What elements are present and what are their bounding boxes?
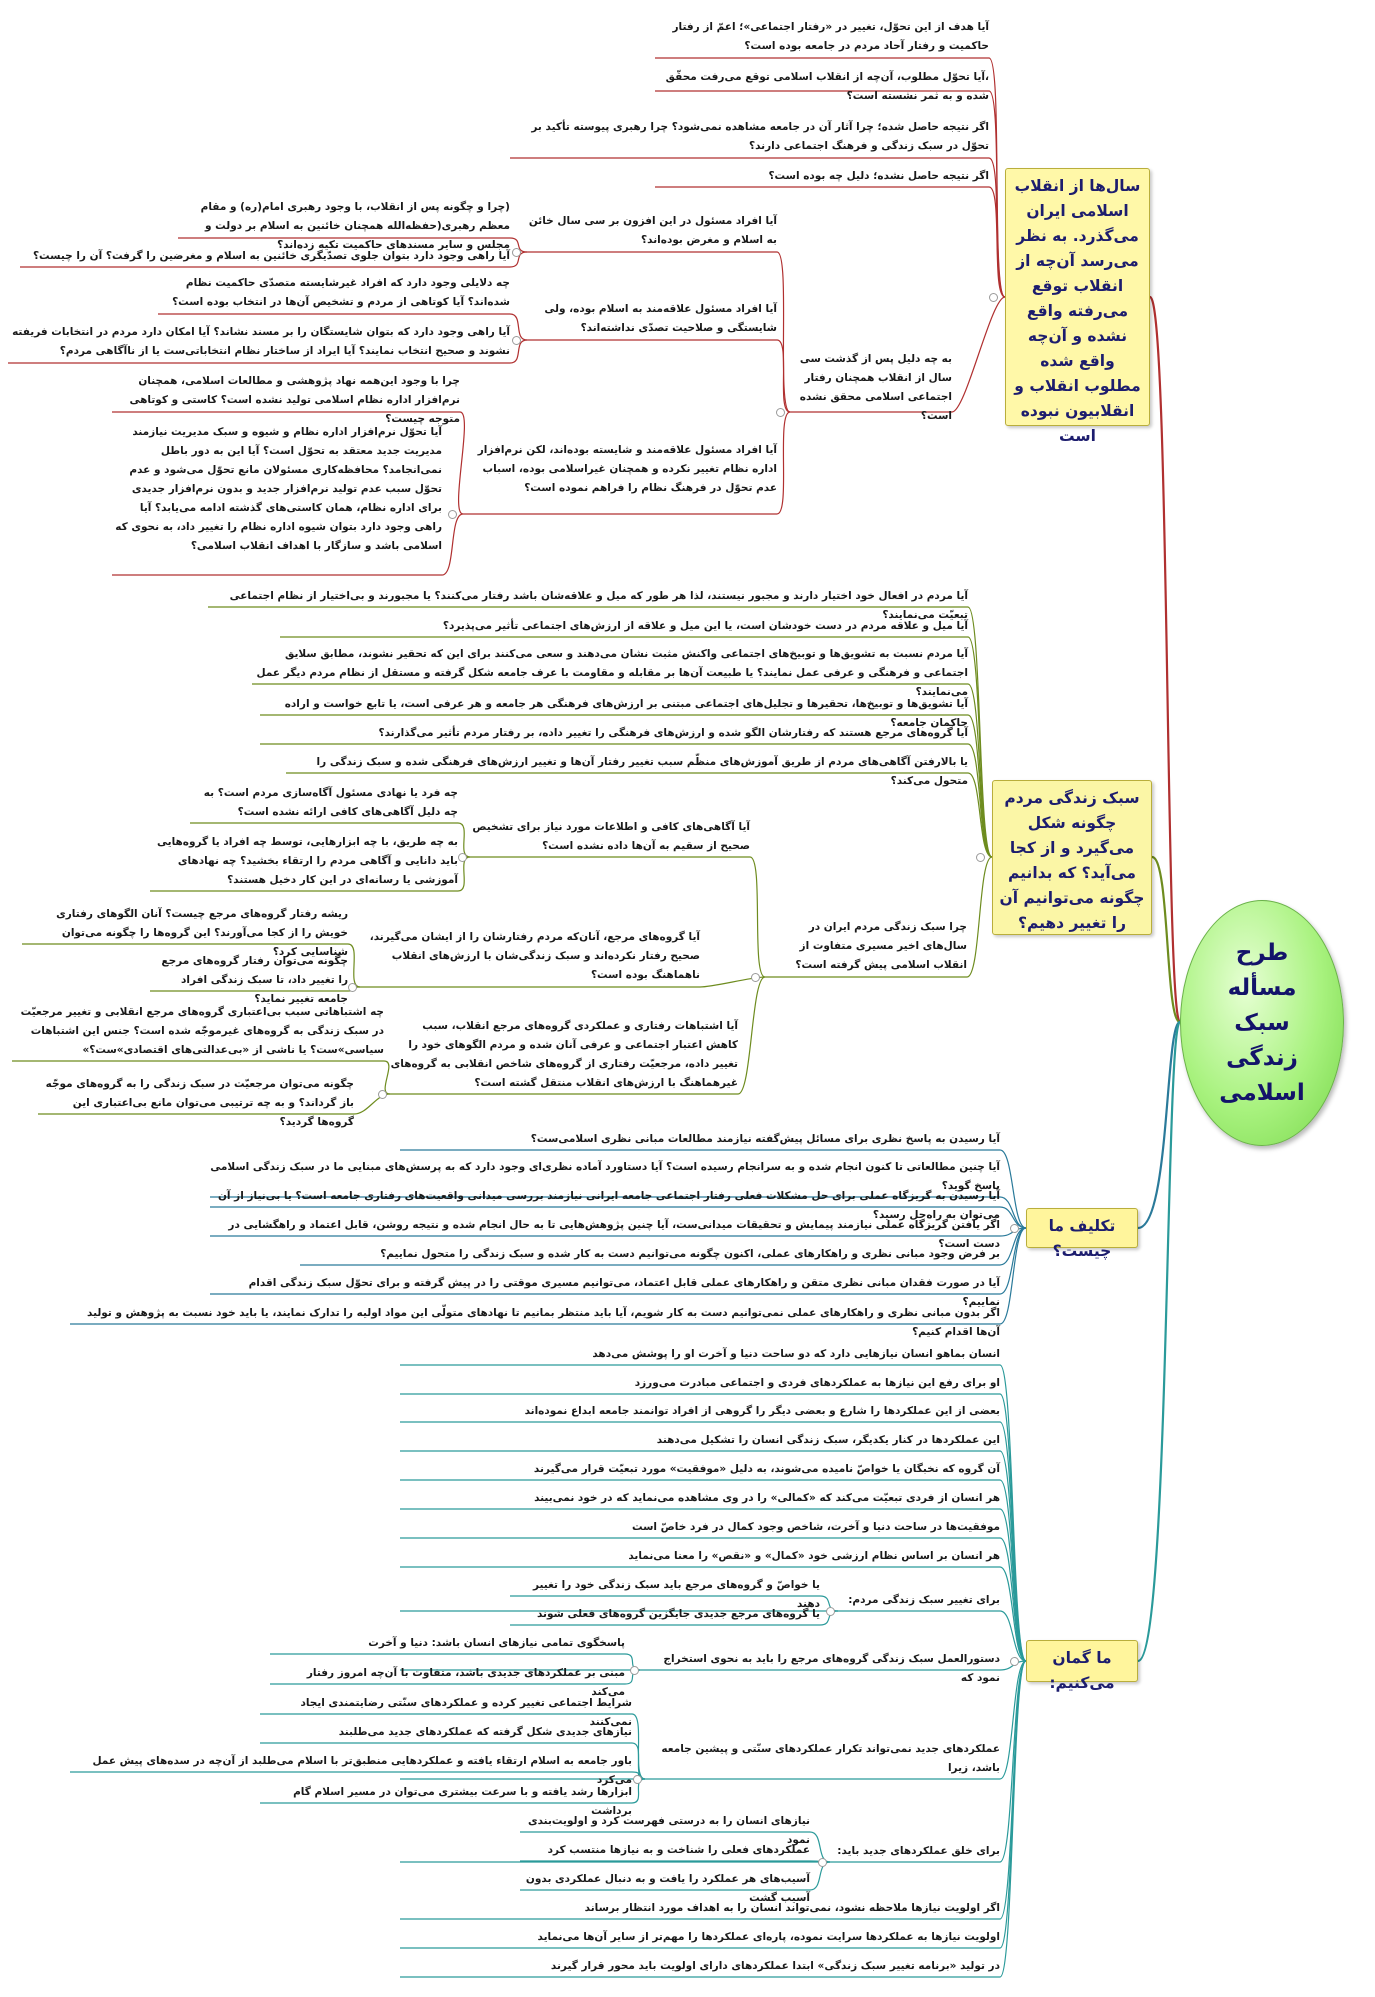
b4-decree-item[interactable]: مبنی بر عملکردهای جدیدی باشد، متفاوت با آن‌چه امروز رفتار می‌کند xyxy=(306,1667,625,1698)
b1-question-achieved[interactable]: ،آیا تحوّل مطلوب، آن‌چه از انقلاب اسلامی توقع می‌رفت محقّق شده و به ثمر نشسته است؟ xyxy=(665,71,989,102)
b2-cause-awareness[interactable]: آیا آگاهی‌های کافی و اطلاعات مورد نیاز برای تشخیص صحیح از سقیم به آن‌ها داده نشده است؟ xyxy=(472,821,750,852)
collapse-toggle-icon[interactable] xyxy=(989,293,998,302)
b1-cause-unqualified[interactable]: آیا افراد مسئول علاقه‌مند به اسلام بوده، ولی شایستگی و صلاحیت تصدّی نداشته‌اند؟ xyxy=(544,303,777,334)
b1-question-why-thirty-years[interactable]: به چه دلیل پس از گذشت سی سال از انقلاب همچنان رفتار اجتماعی اسلامی محقق نشده است؟ xyxy=(799,353,952,422)
b2-question-reference-groups[interactable]: آیا گروه‌های مرجع هستند که رفتارشان الگو شده و ارزش‌های فرهنگی را تغییر داده، بر رفتار مردم تأثیر می‌گذارند؟ xyxy=(378,727,968,739)
b2-question-values[interactable]: آیا تشویق‌ها و توبیخ‌ها، تحقیرها و تجلیل‌های اجتماعی مبتنی بر ارزش‌های فرهنگی هر جامعه و هر عرفی است، یا تابع خواست و اراده حاکمان جامعه؟ xyxy=(284,698,968,729)
collapse-toggle-icon[interactable] xyxy=(348,983,357,992)
b4-item[interactable]: موفقیت‌ها در ساحت دنیا و آخرت، شاخص وجود کمال در فرد خاصّ است xyxy=(631,1521,1000,1533)
branch-we-believe-label: ما گمان می‌کنیم: xyxy=(1049,1649,1115,1692)
b4-new-item[interactable]: ابزارها رشد یافته و با سرعت بیشتری می‌توان در مسیر اسلام گام برداشت xyxy=(293,1786,632,1817)
b1-cause-unqualified-remedy[interactable]: آیا راهی وجود دارد که بتوان شایستگان را بر مسند نشاند؟ آیا امکان دارد مردم در انتخابات فریفته نشوند و صحیح انتخاب نمایند؟ آیا ایراد از ساختار نظام انتخاباتی‌ست یا از ناآگاهی مردم؟ xyxy=(12,326,510,357)
b4-decree-label[interactable]: دستورالعمل سبک زندگی گروه‌های مرجع را باید به نحوی استخراج نمود که xyxy=(663,1653,1000,1684)
b2-cause-reference-mistakes[interactable]: آیا اشتباهات رفتاری و عملکردی گروه‌های مرجع انقلاب، سبب کاهش اعتبار اجتماعی و عرفی آنان شده و مردم الگوهای خود را تغییر داده، مرجعیّت رفتاری از گروه‌های شاخص انقلابی به گروه‌های غیرهماهنگ با ارزش‌های انقلاب منتقل گشته است؟ xyxy=(390,1020,738,1089)
branch-revolution-expectations-label: سال‌ها از انقلاب اسلامی ایران می‌گذرد. به نظر می‌رسد آن‌چه از انقلاب توقع می‌رفته واقع نشده و آن‌چه واقع شده مطلوب انقلاب و انقلابیون نبوده است xyxy=(1014,177,1141,445)
collapse-toggle-icon[interactable] xyxy=(826,1607,835,1616)
collapse-toggle-icon[interactable] xyxy=(1010,1224,1019,1233)
b3-item[interactable]: بر فرض وجود مبانی نظری و راهکارهای عملی، اکنون چگونه می‌توانیم دست به کار شده و سبک زندگی را متحول نماییم؟ xyxy=(380,1248,1000,1260)
collapse-toggle-icon[interactable] xyxy=(448,510,457,519)
branch-lifestyle-formation[interactable] xyxy=(992,780,1152,935)
b4-create-item[interactable]: نیازهای انسان را به درستی فهرست کرد و اولویت‌بندی نمود xyxy=(527,1815,810,1846)
b2-cause-reference-restore[interactable]: چگونه می‌توان مرجعیّت در سبک زندگی را به گروه‌های موجّه باز گرداند؟ و به چه ترتیبی می‌توان مانع بی‌اعتباری این گروه‌ها گردید؟ xyxy=(45,1078,354,1128)
b3-item[interactable]: آیا رسیدن به پاسخ نظری برای مسائل پیش‌گفته نیازمند مطالعات مبانی نظری اسلامی‌ست؟ xyxy=(530,1133,1000,1145)
b2-cause-awareness-how[interactable]: به چه طریق، با چه ابزارهایی، توسط چه افراد یا گروه‌هایی باید دانایی و آگاهی مردم را ارتقاء بخشید؟ چه نهادهای آموزشی یا رسانه‌ای در این کار دخیل هستند؟ xyxy=(157,836,458,886)
b2-question-awareness[interactable]: یا بالارفتن آگاهی‌های مردم از طریق آموزش‌های منظّم سبب تغییر رفتار آن‌ها و تغییر ارزش‌های فرهنگی شده و سبک زندگی را متحول می‌کند؟ xyxy=(316,756,968,787)
b2-cause-reference-mistakes-kind[interactable]: چه اشتباهاتی سبب بی‌اعتباری گروه‌های مرجع انقلابی و تغییر مرجعیّت در سبک زندگی به گروه‌های غیرموجّه شده است؟ جنس این اشتباهات سیاسی»ست؟ یا ناشی از «بی‌عدالتی‌های اقتصادی»ست؟» xyxy=(20,1006,384,1056)
b1-question-goal[interactable]: آیا هدف از این تحوّل، تغییر در «رفتار اجتماعی»؛ اعمّ از رفتار حاکمیت و رفتار آحاد مردم در جامعه بوده است؟ xyxy=(672,21,989,52)
b2-question-why-divergent[interactable]: چرا سبک زندگی مردم ایران در سال‌های اخیر مسیری متفاوت از انقلاب اسلامی پیش گرفته است؟ xyxy=(795,921,967,971)
branch-our-duty-label: تکلیف ما چیست؟ xyxy=(1048,1217,1116,1260)
b2-question-rewards[interactable]: آیا مردم نسبت به تشویق‌ها و توبیخ‌های اجتماعی واکنش مثبت نشان می‌دهند و سعی می‌کنند برای این که تحقیر نشوند، مطابق سلایق اجتماعی و فرهنگی و عرفی عمل نمایند؟ یا طبیعت آن‌ها بر مقابله و مقاومت با عرف جامعه شکل گرفته و مستقل از نظام مردم دیگر عمل می‌نمایند؟ xyxy=(256,648,968,698)
collapse-toggle-icon[interactable] xyxy=(776,408,785,417)
b1-question-if-not[interactable]: اگر نتیجه حاصل نشده؛ دلیل چه بوده است؟ xyxy=(768,170,989,182)
collapse-toggle-icon[interactable] xyxy=(378,1090,387,1099)
b1-cause-traitors-remedy[interactable]: آیا راهی وجود دارد بتوان جلوی تصدّیگری خائنین به اسلام و مغرضین را گرفت؟ آن را چیست؟ xyxy=(32,250,510,262)
b2-cause-reference-behavior[interactable]: آیا گروه‌های مرجع، آنان‌که مردم رفتارشان را از ایشان می‌گیرند، صحیح رفتار نکرده‌اند و سبک زندگی‌شان با ارزش‌های انقلاب ناهماهنگ بوده است؟ xyxy=(369,931,700,981)
b3-item[interactable]: آیا چنین مطالعاتی تا کنون انجام شده و به سرانجام رسیده است؟ آیا دستاورد آماده نظری‌ای وجود دارد که به پرسش‌های مبنایی ما در سبک زندگی اسلامی پاسخ گوید؟ xyxy=(210,1161,1000,1192)
collapse-toggle-icon[interactable] xyxy=(633,1775,642,1784)
b4-new-item[interactable]: نیازهای جدیدی شکل گرفته که عملکردهای جدید می‌طلبند xyxy=(338,1726,632,1738)
b1-cause-software[interactable]: آیا افراد مسئول علاقه‌مند و شایسته بوده‌اند، لکن نرم‌افزار اداره نظام تغییر نکرده و همچنان غیراسلامی بوده، اسباب عدم تحوّل در فرهنگ نظام را فراهم نموده است؟ xyxy=(477,444,777,494)
branch-lifestyle-formation-label: سبک زندگی مردم چگونه شکل می‌گیرد و از کجا می‌آید؟ که بدانیم چگونه می‌توانیم آن را تغییر دهیم؟ xyxy=(999,789,1145,932)
b4-change-item[interactable]: یا خواصّ و گروه‌های مرجع باید سبک زندگی خود را تغییر دهند xyxy=(532,1579,820,1610)
b4-tail-item[interactable]: اولویت نیازها به عملکردها سرایت نموده، پاره‌ای عملکردها را مهم‌تر از سایر آن‌ها می‌نماید xyxy=(537,1931,1000,1943)
branch-revolution-expectations[interactable] xyxy=(1005,168,1150,445)
b2-cause-reference-root[interactable]: ریشه رفتار گروه‌های مرجع چیست؟ آنان الگوهای رفتاری خویش را از کجا می‌آورند؟ این گروه‌ها را چگونه می‌توان شناسایی کرد؟ xyxy=(56,908,348,958)
connector-line xyxy=(527,340,790,412)
b4-change-item[interactable]: یا گروه‌های مرجع جدیدی جایگزین گروه‌های فعلی شوند xyxy=(536,1608,820,1620)
b2-cause-reference-change[interactable]: چگونه می‌توان رفتار گروه‌های مرجع را تغییر داد، تا سبک زندگی افراد جامعه تغییر نماید؟ xyxy=(161,955,348,1005)
b1-cause-software-why[interactable]: چرا با وجود این‌همه نهاد پژوهشی و مطالعات اسلامی، همچنان نرم‌افزار اداره نظام اسلامی تولید نشده است؟ کاستی و کوتاهی متوجه چیست؟ xyxy=(129,375,460,425)
branch-we-believe[interactable] xyxy=(1026,1640,1138,1692)
b2-cause-awareness-who[interactable]: چه فرد یا نهادی مسئول آگاه‌سازی مردم است؟ به چه دلیل آگاهی‌های کافی ارائه نشده است؟ xyxy=(203,787,458,818)
b4-create-item[interactable]: آسیب‌های هر عملکرد را یافت و به دنبال عملکردی بدون آسیب گشت xyxy=(525,1873,810,1904)
b4-new-item[interactable]: شرایط اجتماعی تغییر کرده و عملکردهای سنّتی رضایتمندی ایجاد نمی‌کنند xyxy=(300,1697,632,1728)
b4-item[interactable]: بعضی از این عملکردها را شارع و بعضی دیگر را گروهی از افراد توانمند جامعه ابداع نموده‌اند xyxy=(524,1405,1000,1417)
b4-item[interactable]: هر انسان بر اساس نظام ارزشی خود «کمال» و «نقص» را معنا می‌نماید xyxy=(628,1550,1000,1562)
b4-tail-item[interactable]: اگر اولویت نیازها ملاحظه نشود، نمی‌تواند انسان را به اهداف مورد انتظار برساند xyxy=(584,1902,1000,1914)
b3-item[interactable]: اگر یافتن گریزگاه عملی نیازمند پیمایش و تحقیقات میدانی‌ست، آیا چنین پژوهش‌هایی تا به حال انجام شده و نتیجه روشن، قابل اعتماد و راهگشایی در دست است؟ xyxy=(228,1219,1000,1250)
collapse-toggle-icon[interactable] xyxy=(818,1858,827,1867)
b4-item[interactable]: آن گروه که نخبگان یا خواصّ نامیده می‌شوند، به دلیل «موفقیت» مورد تبعیّت قرار می‌گیرند xyxy=(533,1463,1000,1475)
b4-create-label[interactable]: برای خلق عملکردهای جدید باید: xyxy=(837,1845,1000,1857)
collapse-toggle-icon[interactable] xyxy=(458,853,467,862)
b1-cause-software-cycle[interactable]: آیا تحوّل نرم‌افزار اداره نظام و شیوه و سبک مدیریت نیازمند مدیریت جدید معتقد به تحوّل است؟ آیا این به دور باطل نمی‌انجامد؟ محافظه‌کاری مسئولان مانع تحوّل می‌شود و عدم تحوّل سبب عدم تولید نرم‌افزار جدید و بدون نرم‌افزار جدیدی برای اداره نظام، همان کاستی‌های گذشته ادامه می‌یابد؟ آیا راهی وجود دارد بتوان شیوه اداره نظام را تغییر داد، به نحوی که اسلامی باشد و سازگار با اهداف انقلاب اسلامی؟ xyxy=(115,426,442,552)
connector-line xyxy=(1138,1022,1180,1228)
collapse-toggle-icon[interactable] xyxy=(512,336,521,345)
b3-item[interactable]: آیا رسیدن به گریزگاه عملی برای حل مشکلات فعلی رفتار اجتماعی جامعه ایرانی نیازمند بررسی میدانی واقعیت‌های رفتاری جامعه است؟ یا بی‌نیاز از آن می‌توان به راه‌حل رسید؟ xyxy=(217,1190,1000,1221)
b4-new-label[interactable]: عملکردهای جدید نمی‌تواند تکرار عملکردهای سنّتی و پیشین جامعه باشد، زیرا xyxy=(661,1743,1000,1774)
collapse-toggle-icon[interactable] xyxy=(976,853,985,862)
b4-tail-item[interactable]: در تولید «برنامه تغییر سبک زندگی» ابتدا عملکردهای دارای اولویت باید محور قرار گیرند xyxy=(550,1960,1000,1972)
collapse-toggle-icon[interactable] xyxy=(1010,1657,1019,1666)
collapse-toggle-icon[interactable] xyxy=(751,973,760,982)
b1-cause-traitors[interactable]: آیا افراد مسئول در این افزون بر سی سال خائن به اسلام و مغرض بوده‌اند؟ xyxy=(528,215,777,246)
central-topic-label: طرح مسأله سبک زندگی اسلامی xyxy=(1219,939,1305,1106)
b4-item[interactable]: انسان بماهو انسان نیازهایی دارد که دو ساحت دنیا و آخرت او را پوشش می‌دهد xyxy=(592,1348,1000,1360)
connector-line xyxy=(1138,1022,1180,1661)
collapse-toggle-icon[interactable] xyxy=(512,248,521,257)
b4-item[interactable]: او برای رفع این نیازها به عملکردهای فردی و اجتماعی مبادرت می‌ورزد xyxy=(634,1377,1000,1389)
central-topic[interactable] xyxy=(1180,900,1344,1146)
b2-question-free-will[interactable]: آیا مردم در افعال خود اختیار دارند و مجبور نیستند، لذا هر طور که میل و علاقه‌شان باشد رفتار می‌کنند؟ یا مجبورند و بی‌اختیار از نظام اجتماعی تبعیّت می‌نمایند؟ xyxy=(229,590,968,621)
b4-item[interactable]: هر انسان از فردی تبعیّت می‌کند که «کمالی» را در وی مشاهده می‌نماید که در خود نمی‌بیند xyxy=(534,1492,1000,1504)
b4-create-item[interactable]: عملکردهای فعلی را شناخت و به نیازها منتسب کرد xyxy=(547,1844,810,1856)
b1-cause-traitors-why[interactable]: (چرا و چگونه پس از انقلاب، با وجود رهبری امام(ره) و مقام معظم رهبری(حفظه‌الله همچنان خائنین به اسلام بر دولت و مجلس و سایر مسندهای حاکمیت تکیه زده‌اند؟ xyxy=(200,201,510,251)
b4-item[interactable]: این عملکردها در کنار یکدیگر، سبک زندگی انسان را تشکیل می‌دهند xyxy=(656,1434,1000,1446)
branch-our-duty[interactable] xyxy=(1026,1208,1138,1260)
b1-cause-unqualified-why[interactable]: چه دلایلی وجود دارد که افراد غیرشایسته متصدّی حاکمیت نظام شده‌اند؟ آیا کوتاهی از مردم و تشخیص آن‌ها در انتخاب بوده است؟ xyxy=(172,277,510,308)
collapse-toggle-icon[interactable] xyxy=(630,1666,639,1675)
b4-new-item[interactable]: باور جامعه به اسلام ارتقاء یافته و عملکردهایی منطبق‌تر با اسلام می‌طلبد از آن‌چه در سده‌های پیش عمل می‌کرد xyxy=(92,1755,632,1786)
b3-item[interactable]: اگر بدون مبانی نظری و راهکارهای عملی نمی‌توانیم دست به کار شویم، آیا باید منتظر بمانیم تا نهادهای متولّی این مواد اولیه را تدارک نمایند، یا باید خود نسبت به پژوهش و تولید آن‌ها اقدام کنیم؟ xyxy=(87,1307,1000,1338)
b4-decree-item[interactable]: پاسخگوی تمامی نیازهای انسان باشد: دنیا و آخرت xyxy=(368,1637,625,1649)
b3-item[interactable]: آیا در صورت فقدان مبانی نظری متقن و راهکارهای عملی قابل اعتماد، می‌توانیم مسیری موقتی را در پیش گرفته و برای تحوّل سبک زندگی اقدام نماییم؟ xyxy=(248,1277,1000,1308)
b4-change-label[interactable]: برای تغییر سبک زندگی مردم: xyxy=(848,1594,1000,1606)
b1-question-if-achieved[interactable]: اگر نتیجه حاصل شده؛ چرا آثار آن در جامعه مشاهده نمی‌شود؟ چرا رهبری پیوسته تأکید بر تحوّل در سبک زندگی و فرهنگ اجتماعی دارند؟ xyxy=(531,121,989,152)
b2-question-desire[interactable]: آیا میل و علاقه مردم در دست خودشان است، یا این میل و علاقه از ارزش‌های اجتماعی تأثیر می‌پذیرد؟ xyxy=(442,620,968,632)
